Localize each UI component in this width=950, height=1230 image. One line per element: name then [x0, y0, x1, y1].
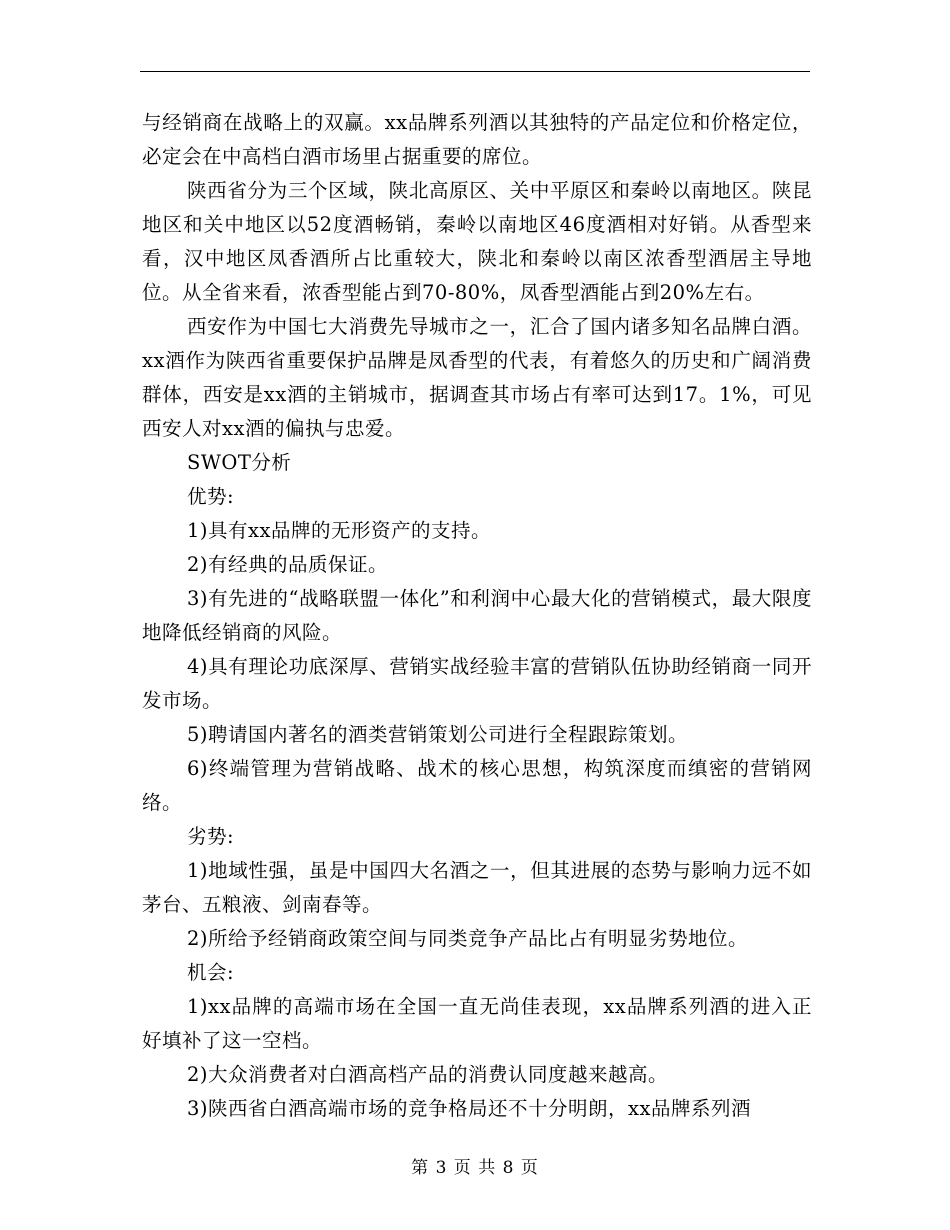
paragraph: 西安作为中国七大消费先导城市之一，汇合了国内诸多知名品牌白酒。xx酒作为陕西省重要保护品牌是凤香型的代表，有着悠久的历史和广阔消费群体，西安是xx酒的主销城市，据调查其市场占有率可达到17。1%，可见西安人对xx酒的偏执与忠爱。 — [142, 315, 812, 440]
subsection-heading: 机会: — [187, 961, 235, 984]
paragraph: 与经销商在战略上的双赢。xx品牌系列酒以其独特的产品定位和价格定位，必定会在中高档白酒市场里占据重要的席位。 — [142, 111, 812, 168]
page-number: 第 3 页 共 8 页 — [411, 1158, 539, 1178]
list-item: 4)具有理论功底深厚、营销实战经验丰富的营销队伍协助经销商一同开发市场。 — [142, 655, 812, 712]
list-item: 5)聘请国内著名的酒类营销策划公司进行全程跟踪策划。 — [187, 723, 689, 746]
section-heading: SWOT分析 — [187, 451, 292, 474]
list-item: 1)地域性强，虽是中国四大名酒之一，但其进展的态势与影响力远不如茅台、五粮液、剑南春等。 — [142, 859, 812, 916]
list-item: 1)xx品牌的高端市场在全国一直无尚佳表现，xx品牌系列酒的进入正好填补了这一空档。 — [142, 995, 812, 1052]
list-item: 2)所给予经销商政策空间与同类竞争产品比占有明显劣势地位。 — [187, 927, 749, 950]
list-item: 2)有经典的品质保证。 — [187, 553, 389, 576]
list-item: 2)大众消费者对白酒高档产品的消费认同度越来越高。 — [187, 1063, 669, 1086]
list-item: 3)有先进的“战略联盟一体化”和利润中心最大化的营销模式，最大限度地降低经销商的风险。 — [142, 587, 812, 644]
header-rule — [140, 71, 810, 72]
list-item: 1)具有xx品牌的无形资产的支持。 — [187, 519, 492, 542]
list-item: 3)陕西省白酒高端市场的竞争格局还不十分明朗，xx品牌系列酒 — [187, 1097, 752, 1120]
document-body — [142, 106, 812, 1126]
paragraph: 陕西省分为三个区域，陕北高原区、关中平原区和秦岭以南地区。陕昆地区和关中地区以52度酒畅销，秦岭以南地区46度酒相对好销。从香型来看，汉中地区凤香酒所占比重较大，陕北和秦岭以南区浓香型酒居主导地位。从全省来看，浓香型能占到70-80%，凤香型酒能占到20%左右。 — [142, 179, 812, 304]
subsection-heading: 劣势: — [187, 825, 235, 848]
list-item: 6)终端管理为营销战略、战术的核心思想，构筑深度而缜密的营销网络。 — [142, 757, 812, 814]
subsection-heading: 优势: — [187, 485, 235, 508]
